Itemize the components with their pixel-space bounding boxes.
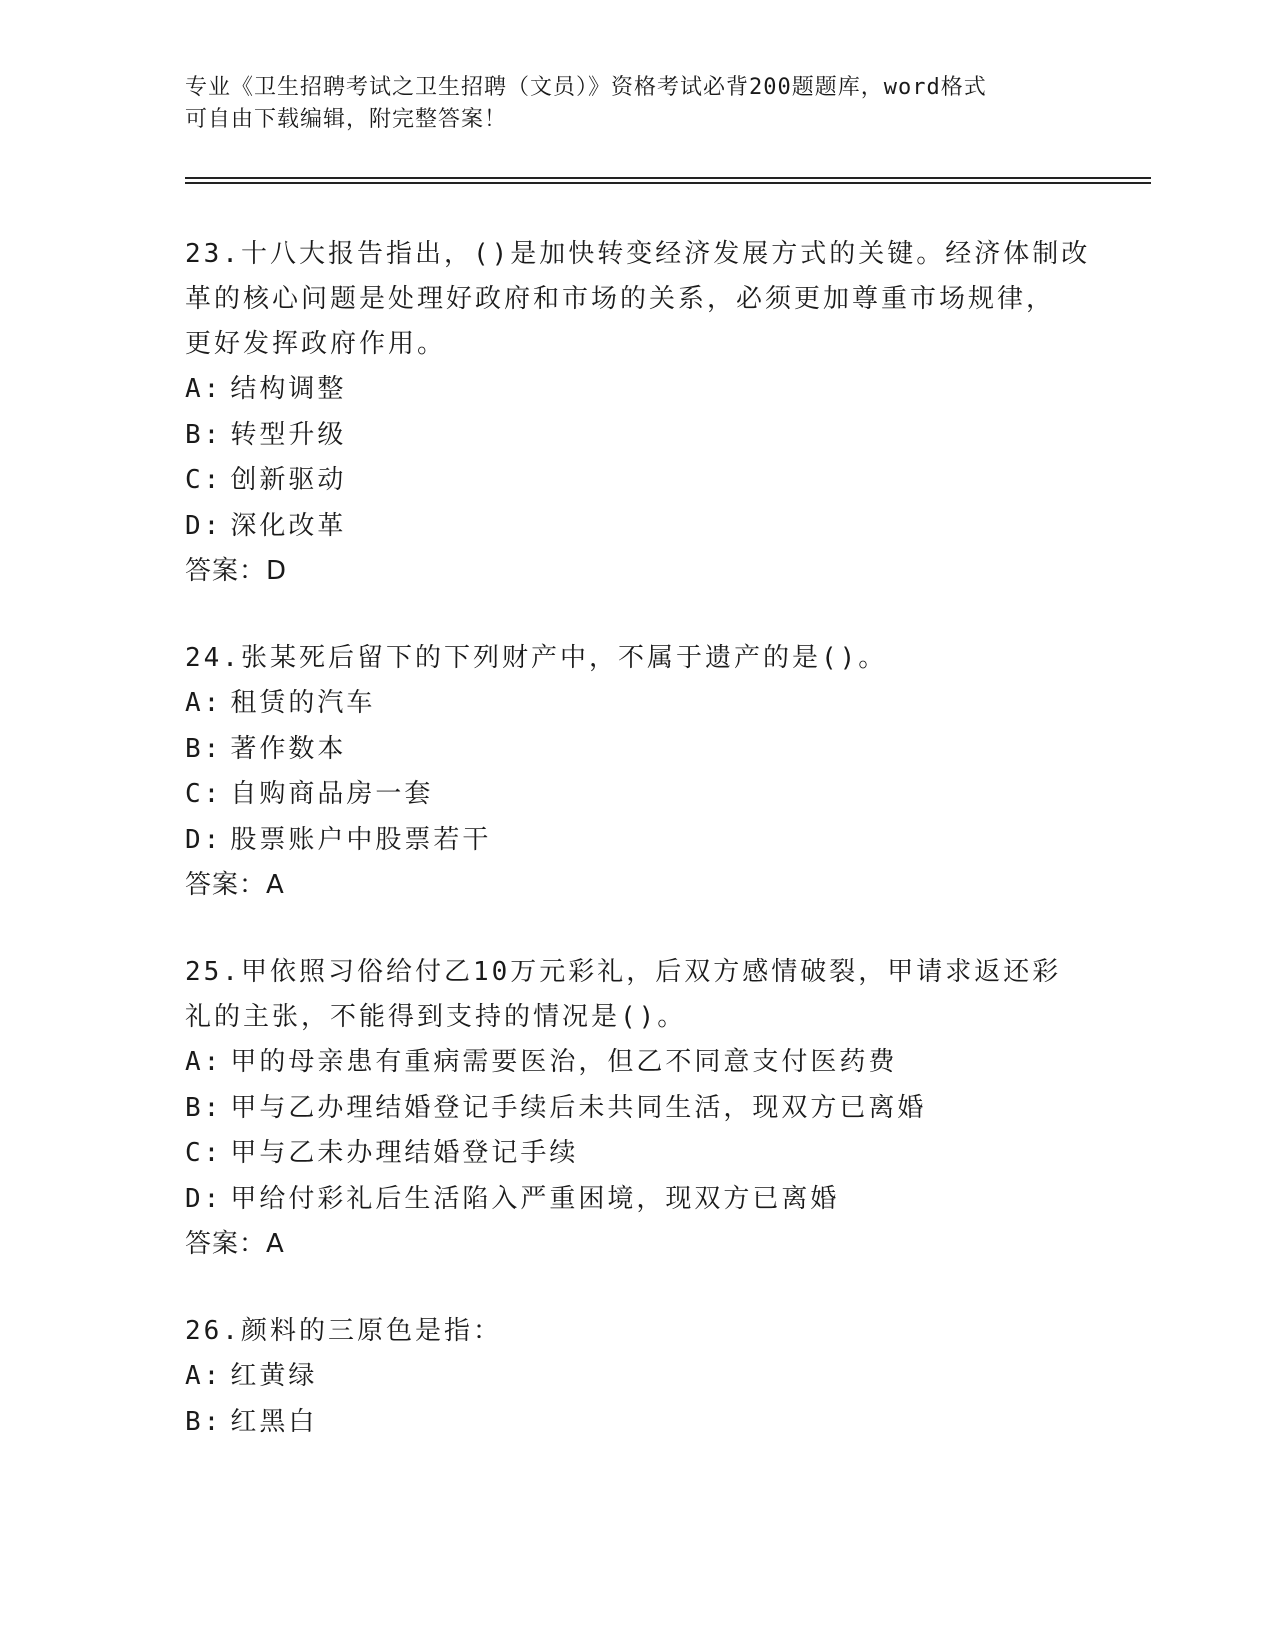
option-text: 著作数本 [230, 733, 347, 764]
option-letter: D: [185, 510, 223, 541]
option-b [185, 1086, 1085, 1132]
option-a [185, 1354, 1085, 1400]
option-text: 深化改革 [230, 510, 347, 541]
option-letter: B: [185, 733, 223, 764]
option-d [185, 504, 1085, 550]
option-c [185, 458, 1085, 504]
document-header [185, 72, 1085, 136]
question-text-line: 23.十八大报告指出，()是加快转变经济发展方式的关键。经济体制改 [185, 239, 1091, 269]
option-letter: A: [185, 688, 223, 718]
header-line-1: 专业《卫生招聘考试之卫生招聘（文员）》资格考试必背200题题库，word格式 [185, 75, 987, 100]
option-letter: B: [185, 1092, 223, 1123]
option-text: 红黄绿 [230, 1361, 318, 1391]
option-text: 甲与乙未办理结婚登记手续 [230, 1138, 579, 1168]
option-text: 甲与乙办理结婚登记手续后未共同生活，现双方已离婚 [230, 1092, 927, 1123]
option-letter: A: [185, 1047, 223, 1077]
option-letter: D: [185, 1183, 223, 1214]
option-b [185, 413, 1085, 459]
option-c [185, 772, 1085, 818]
option-letter: C: [185, 465, 223, 495]
option-text: 红黑白 [230, 1406, 318, 1437]
option-b [185, 727, 1085, 773]
answer-label: 答案：A [185, 1229, 285, 1259]
option-letter: A: [185, 1361, 223, 1391]
option-text: 自购商品房一套 [230, 779, 434, 809]
option-letter: A: [185, 374, 223, 404]
option-letter: B: [185, 419, 223, 450]
option-d [185, 1177, 1085, 1223]
option-text: 股票账户中股票若干 [230, 824, 492, 855]
option-letter: C: [185, 1138, 223, 1168]
question-23 [185, 232, 1091, 594]
option-text: 创新驱动 [230, 465, 347, 495]
option-c [185, 1131, 1085, 1177]
header-line-2: 可自由下载编辑，附完整答案！ [185, 107, 508, 132]
question-text-line: 礼的主张，不能得到支持的情况是()。 [185, 1002, 687, 1032]
option-letter: B: [185, 1406, 223, 1437]
option-a [185, 367, 1085, 413]
question-text-line: 更好发挥政府作用。 [185, 329, 447, 359]
question-text-line: 25.甲依照习俗给付乙10万元彩礼，后双方感情破裂，甲请求返还彩 [185, 957, 1062, 987]
option-text: 甲给付彩礼后生活陷入严重困境，现双方已离婚 [230, 1183, 840, 1214]
answer-label: 答案：D [185, 556, 288, 586]
option-a [185, 1040, 1085, 1086]
question-text-line: 26.颜料的三原色是指： [185, 1316, 502, 1346]
option-text: 结构调整 [230, 374, 347, 404]
option-text: 租赁的汽车 [230, 688, 376, 718]
question-text-line: 革的核心问题是处理好政府和市场的关系，必须更加尊重市场规律， [185, 284, 1056, 314]
question-list [185, 232, 1091, 1487]
option-text: 转型升级 [230, 419, 347, 450]
option-text: 甲的母亲患有重病需要医治，但乙不同意支付医药费 [230, 1047, 898, 1077]
question-25 [185, 950, 1085, 1267]
option-a [185, 681, 1085, 727]
question-24 [185, 636, 1085, 908]
header-divider-top [185, 177, 1151, 179]
answer-label: 答案：A [185, 870, 285, 900]
header-divider-bottom [185, 182, 1151, 184]
question-26 [185, 1309, 1085, 1445]
option-letter: C: [185, 779, 223, 809]
option-d [185, 818, 1085, 864]
question-text-line: 24.张某死后留下的下列财产中，不属于遗产的是()。 [185, 643, 888, 673]
option-b [185, 1400, 1085, 1446]
option-letter: D: [185, 824, 223, 855]
